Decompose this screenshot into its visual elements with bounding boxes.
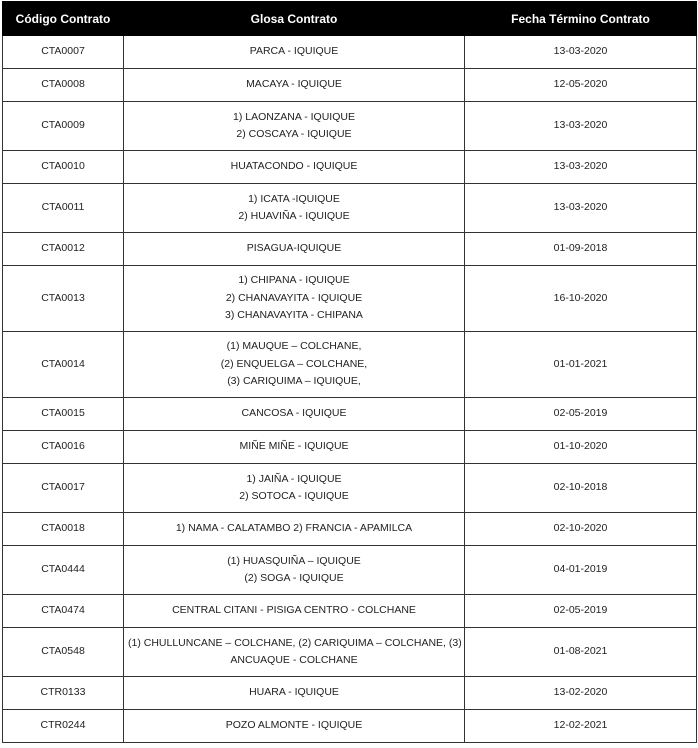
contract-code: CTA0013 [3, 266, 124, 332]
gloss-line: MACAYA - IQUIQUE [246, 78, 342, 91]
contract-end-date: 13-03-2020 [465, 184, 697, 233]
gloss-line: 2) CHANAVAYITA - IQUIQUE [225, 291, 363, 304]
gloss-line: 3) CHANAVAYITA - CHIPANA [225, 309, 363, 322]
contract-code: CTA0444 [3, 546, 124, 595]
gloss-line: PARCA - IQUIQUE [249, 45, 339, 58]
contract-end-date: 04-01-2019 [465, 546, 697, 595]
contract-end-date: 01-01-2021 [465, 332, 697, 398]
contract-end-date: 01-09-2018 [465, 233, 697, 266]
gloss-line: 1) NAMA - CALATAMBO 2) FRANCIA - APAMILCA [175, 522, 413, 535]
contract-end-date: 12-02-2021 [465, 710, 697, 743]
table-row [3, 710, 697, 743]
contract-end-date: 13-03-2020 [465, 102, 697, 151]
gloss-line: (1) CHULLUNCANE – COLCHANE, (2) CARIQUIMA – COLCHANE, (3) [128, 636, 462, 649]
table-row [3, 513, 697, 546]
table-row [3, 151, 697, 184]
contract-end-date: 02-05-2019 [465, 398, 697, 431]
contract-code: CTA0018 [3, 513, 124, 546]
contract-end-date: 13-03-2020 [465, 151, 697, 184]
table-row [3, 332, 697, 398]
gloss-line: (2) SOGA - IQUIQUE [244, 572, 344, 584]
table-row [3, 595, 697, 628]
contract-code: CTA0008 [3, 69, 124, 102]
gloss-line: POZO ALMONTE - IQUIQUE [225, 719, 363, 732]
header-end-date: Fecha Término Contrato [465, 2, 697, 36]
gloss-line: PISAGUA-IQUIQUE [246, 242, 342, 255]
contract-gloss [124, 69, 465, 102]
gloss-line: (3) CARIQUIMA – IQUIQUE, [227, 375, 361, 388]
contract-end-date: 01-10-2020 [465, 431, 697, 464]
contract-gloss [124, 151, 465, 184]
contract-gloss [124, 233, 465, 266]
contract-code: CTA0014 [3, 332, 124, 398]
contract-end-date: 02-10-2020 [465, 513, 697, 546]
gloss-line: 2) COSCAYA - IQUIQUE [236, 128, 352, 140]
gloss-line: (1) MAUQUE – COLCHANE, [226, 340, 362, 353]
table-row [3, 677, 697, 710]
contract-code: CTA0011 [3, 184, 124, 233]
table-row [3, 266, 697, 332]
contract-end-date: 16-10-2020 [465, 266, 697, 332]
gloss-line: MIÑE MIÑE - IQUIQUE [239, 440, 349, 453]
contract-code: CTA0016 [3, 431, 124, 464]
contract-gloss [124, 546, 465, 595]
contract-code: CTR0244 [3, 710, 124, 743]
gloss-line: (1) HUASQUIÑA – IQUIQUE [227, 554, 361, 567]
contract-code: CTA0009 [3, 102, 124, 151]
table-row [3, 102, 697, 151]
contract-gloss [124, 102, 465, 151]
gloss-line: (2) ENQUELGA – COLCHANE, [220, 357, 368, 370]
table-row [3, 628, 697, 677]
contract-gloss [124, 332, 465, 398]
contract-gloss [124, 431, 465, 464]
contract-gloss [124, 677, 465, 710]
contract-gloss [124, 464, 465, 513]
gloss-line: 1) LAONZANA - IQUIQUE [233, 110, 355, 123]
contract-code: CTA0007 [3, 36, 124, 69]
gloss-line: 1) CHIPANA - IQUIQUE [238, 274, 350, 287]
contract-code: CTA0548 [3, 628, 124, 677]
gloss-line: 1) JAIÑA - IQUIQUE [246, 472, 342, 485]
table-row [3, 69, 697, 102]
gloss-line: CENTRAL CITANI - PISIGA CENTRO - COLCHANE [172, 604, 416, 617]
contract-code: CTA0474 [3, 595, 124, 628]
table-row [3, 398, 697, 431]
contract-code: CTR0133 [3, 677, 124, 710]
gloss-line: 1) ICATA -IQUIQUE [248, 192, 340, 205]
header-gloss: Glosa Contrato [124, 2, 465, 36]
contract-end-date: 01-08-2021 [465, 628, 697, 677]
table-row [3, 431, 697, 464]
contract-end-date: 02-05-2019 [465, 595, 697, 628]
contract-end-date: 13-02-2020 [465, 677, 697, 710]
gloss-line: ANCUAQUE - COLCHANE [230, 654, 358, 666]
gloss-line: HUATACONDO - IQUIQUE [230, 160, 358, 173]
gloss-line: 2) HUAVIÑA - IQUIQUE [238, 210, 350, 222]
contract-code: CTA0015 [3, 398, 124, 431]
contract-gloss [124, 36, 465, 69]
header-row [3, 2, 697, 36]
contract-gloss [124, 184, 465, 233]
gloss-line: CANCOSA - IQUIQUE [241, 407, 347, 420]
contracts-table [2, 1, 697, 743]
contract-gloss [124, 513, 465, 546]
contract-code: CTA0012 [3, 233, 124, 266]
contract-end-date: 13-03-2020 [465, 36, 697, 69]
table-row [3, 233, 697, 266]
contract-gloss [124, 595, 465, 628]
contract-gloss [124, 628, 465, 677]
contract-code: CTA0010 [3, 151, 124, 184]
gloss-line: 2) SOTOCA - IQUIQUE [239, 490, 349, 502]
contract-end-date: 02-10-2018 [465, 464, 697, 513]
contract-gloss [124, 398, 465, 431]
header-code: Código Contrato [3, 2, 124, 36]
table-row [3, 546, 697, 595]
table-row [3, 184, 697, 233]
contract-code: CTA0017 [3, 464, 124, 513]
contract-gloss [124, 266, 465, 332]
gloss-line: HUARA - IQUIQUE [249, 686, 339, 699]
contract-end-date: 12-05-2020 [465, 69, 697, 102]
table-row [3, 464, 697, 513]
contract-gloss [124, 710, 465, 743]
table-row [3, 36, 697, 69]
